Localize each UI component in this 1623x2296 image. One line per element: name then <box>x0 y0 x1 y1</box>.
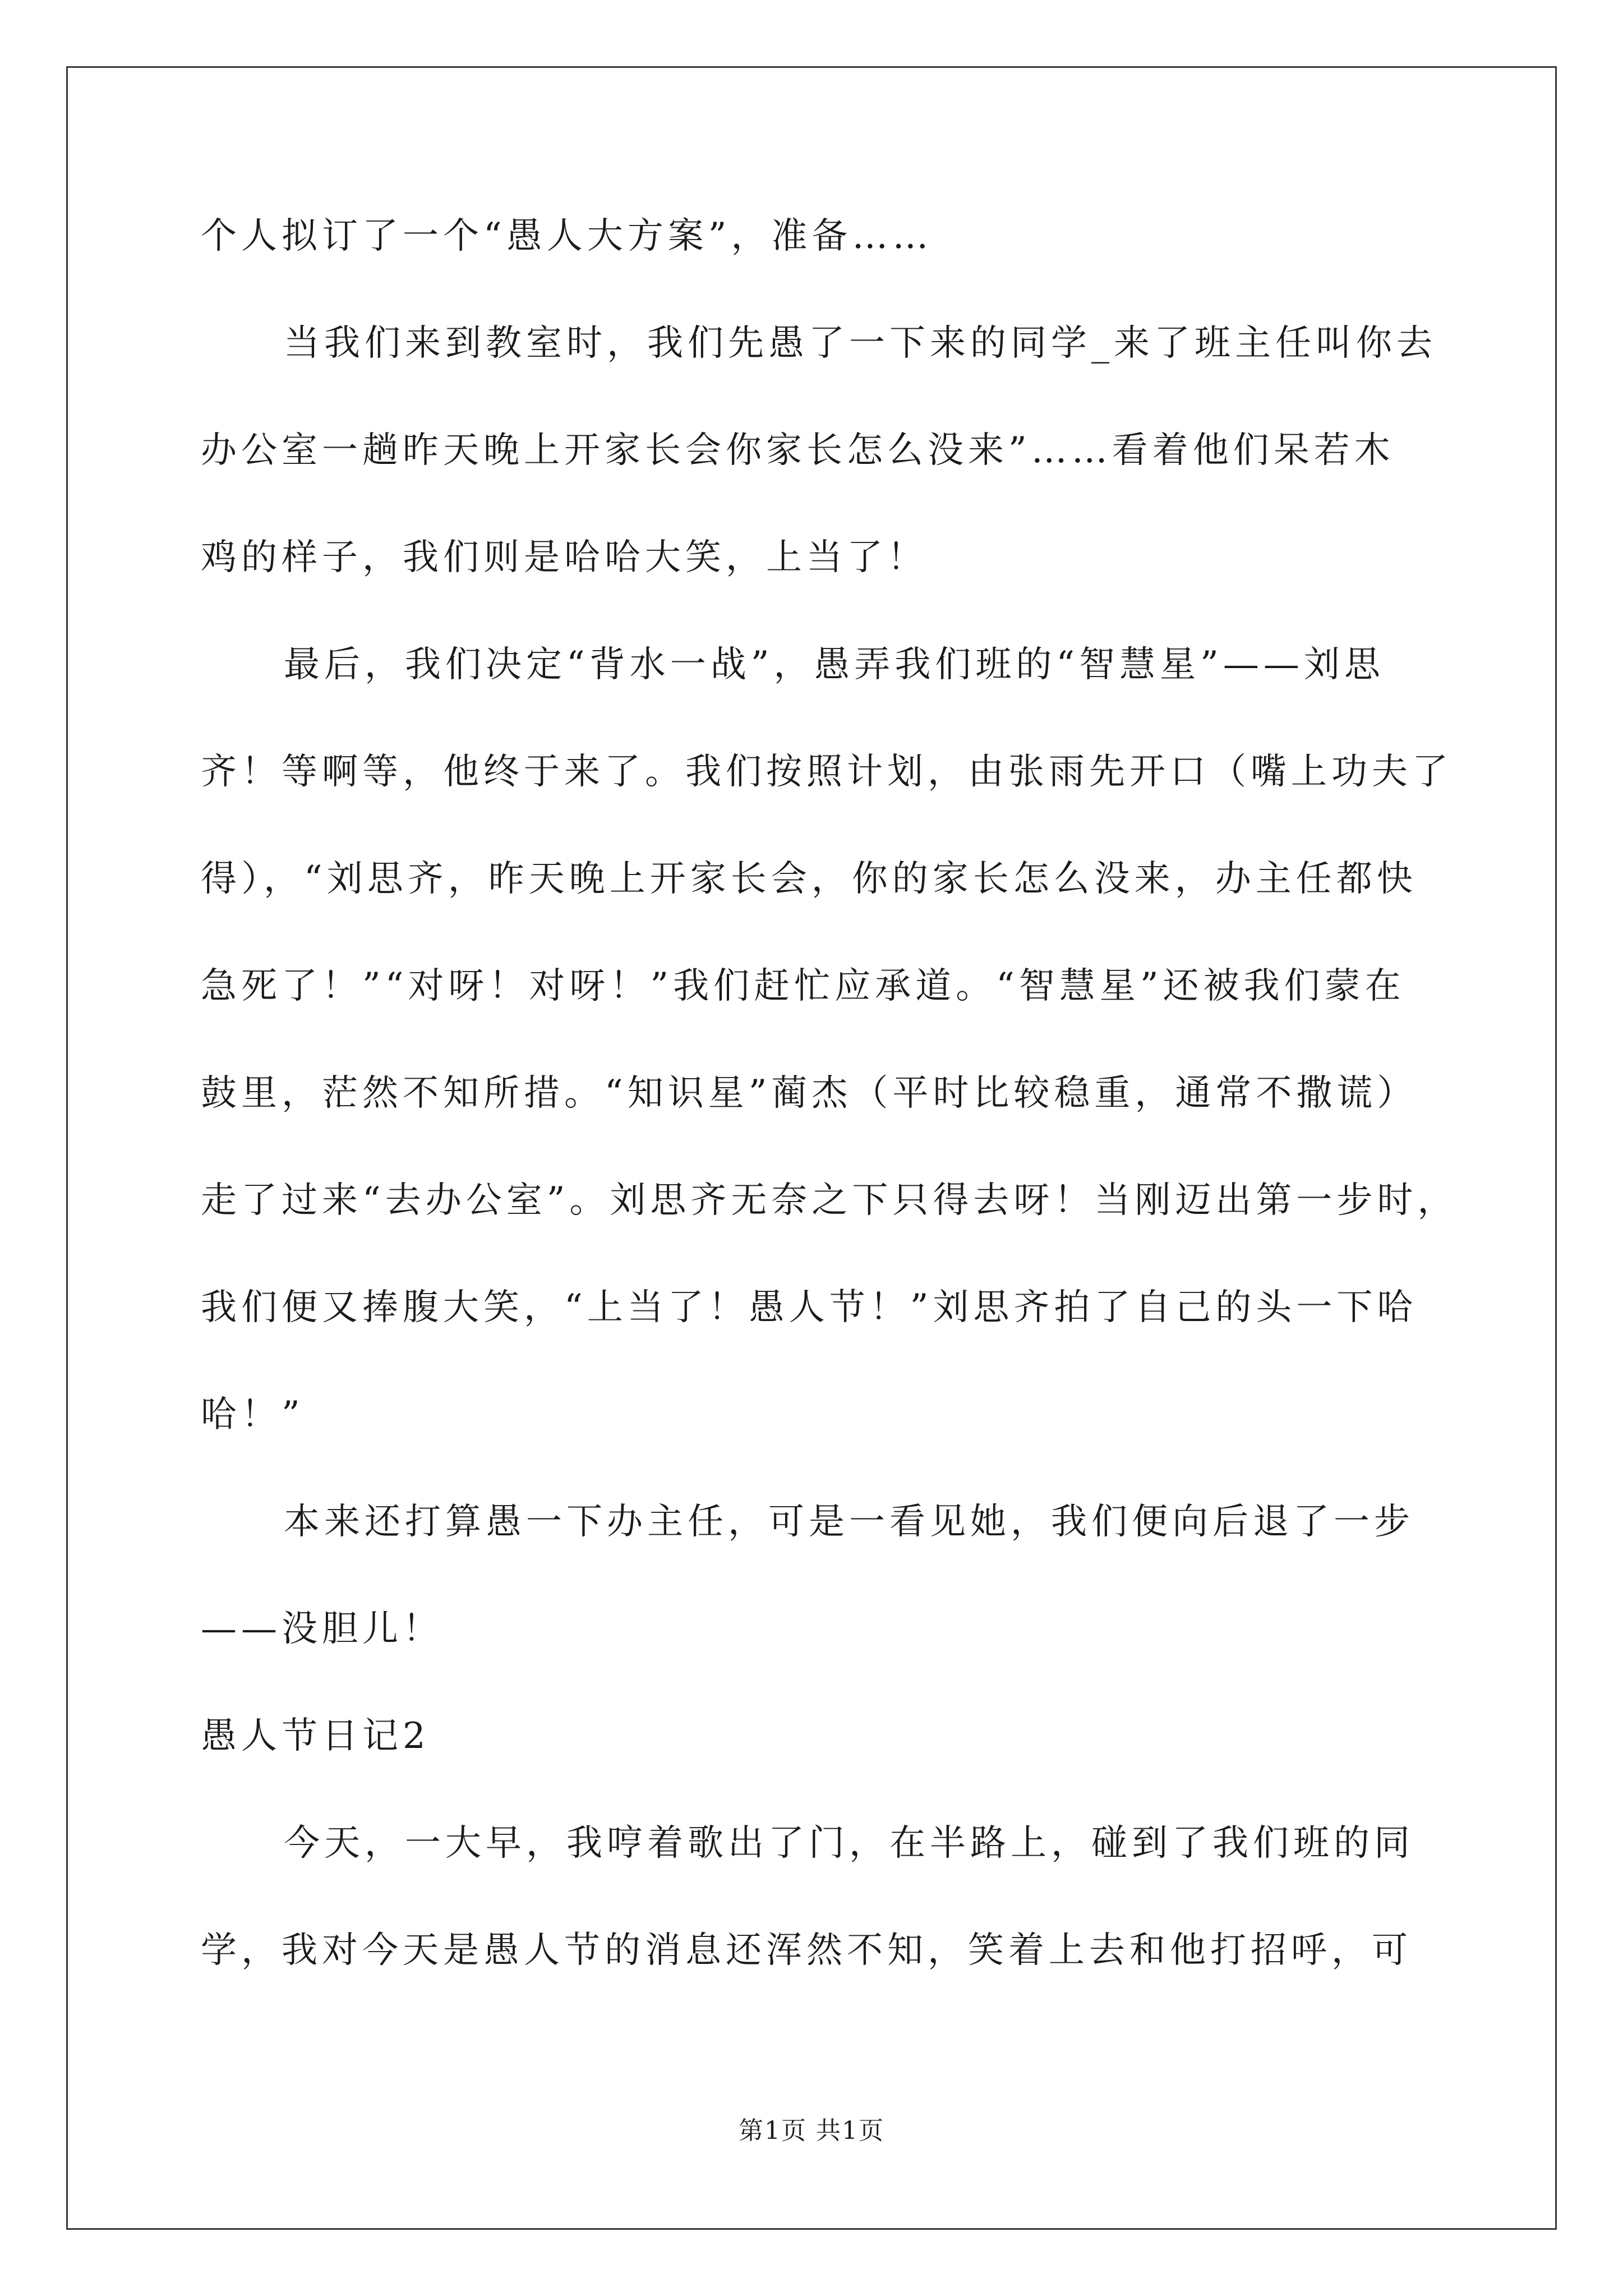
text-line: 个人拟订了一个“愚人大方案”，准备…… <box>201 215 933 257</box>
text-line: 急死了！”“对呀！对呀！”我们赶忙应承道。“智慧星”还被我们蒙在 <box>201 965 1405 1007</box>
text-line: 鸡的样子，我们则是哈哈大笑，上当了！ <box>201 537 928 578</box>
text-line: 齐！等啊等，他终于来了。我们按照计划，由张雨先开口（嘴上功夫了 <box>201 751 1453 793</box>
text-line: ——没胆儿！ <box>201 1608 443 1650</box>
text-line: 今天，一大早，我哼着歌出了门，在半路上，碰到了我们班的同 <box>284 1823 1414 1864</box>
text-line: 学，我对今天是愚人节的消息还浑然不知，笑着上去和他打招呼，可 <box>201 1930 1412 1971</box>
section-heading: 愚人节日记2 <box>201 1715 430 1757</box>
text-line: 本来还打算愚一下办主任，可是一看见她，我们便向后退了一步 <box>284 1501 1414 1543</box>
text-line: 我们便又捧腹大笑，“上当了！愚人节！”刘思齐拍了自己的头一下哈 <box>201 1287 1418 1328</box>
page-footer: 第1页 共1页 <box>739 2116 884 2145</box>
text-line: 办公室一趟昨天晚上开家长会你家长怎么没来”……看着他们呆若木 <box>201 430 1395 471</box>
text-line: 哈！” <box>201 1394 305 1435</box>
text-line: 最后，我们决定“背水一战”，愚弄我们班的“智慧星”——刘思 <box>284 644 1385 685</box>
text-line: 走了过来“去办公室”。刘思齐无奈之下只得去呀！当刚迈出第一步时， <box>201 1180 1458 1221</box>
text-line: 得），“刘思齐，昨天晚上开家长会，你的家长怎么没来，办主任都快 <box>201 858 1417 900</box>
document-body <box>201 211 1458 2032</box>
text-line: 当我们来到教室时，我们先愚了一下来的同学_来了班主任叫你去 <box>284 323 1437 364</box>
text-line: 鼓里，茫然不知所措。“知识星”蔺杰（平时比较稳重，通常不撒谎） <box>201 1073 1418 1114</box>
